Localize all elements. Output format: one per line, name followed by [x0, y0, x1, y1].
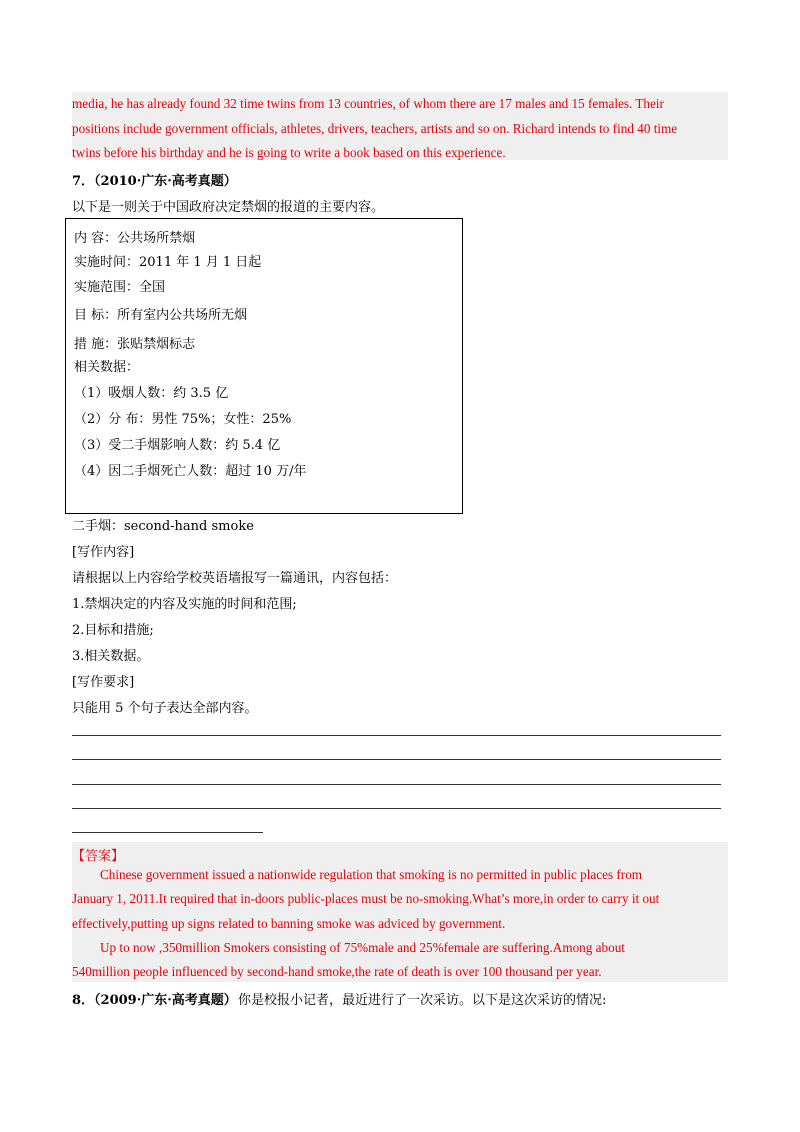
content-intro: 请根据以上内容给学校英语墙报写一篇通讯，内容包括：: [72, 571, 398, 586]
info-data-3: （3）受二手烟影响人数：约 5.4 亿: [74, 438, 281, 453]
content-item-2: 2.目标和措施;: [72, 623, 154, 638]
info-data-label: 相关数据：: [74, 360, 140, 375]
answer-line: January 1, 2011.It required that in-doors public-places must be no-smoking.What’s more,in order to carry it out: [72, 891, 660, 906]
glossary: 二手烟：second-hand smoke: [72, 519, 254, 534]
answer-line: positions include government officials, athletes, drivers, teachers, artists and so on. Richard intends to find 40 time: [72, 120, 678, 136]
question-8-heading: 8．（2009·广东·高考真题）: [72, 993, 237, 1008]
requirement-text: 只能用 5 个句子表达全部内容。: [72, 701, 258, 716]
writing-line: [72, 784, 721, 785]
writing-line: [72, 808, 721, 809]
answer-line: effectively,putting up signs related to banning smoke was adviced by government.: [72, 916, 506, 931]
content-item-3: 3.相关数据。: [72, 649, 150, 664]
info-time: 实施时间：2011 年 1 月 1 日起: [74, 255, 262, 270]
answer-line: twins before his birthday and he is going to write a book based on this experience.: [72, 145, 506, 160]
answer-line: Chinese government issued a nationwide regulation that smoking is no permitted in public places from: [100, 867, 643, 882]
info-data-1: （1）吸烟人数：约 3.5 亿: [74, 386, 229, 401]
question-7-intro: 以下是一则关于中国政府决定禁烟的报道的主要内容。: [72, 200, 385, 215]
answer-tag: 【答案】: [72, 849, 125, 864]
answer-line: Up to now ,350million Smokers consisting of 75%male and 25%female are suffering.Among about: [100, 940, 625, 955]
question-8-intro: 你是校报小记者，最近进行了一次采访。以下是这次采访的情况:: [238, 993, 607, 1008]
question-7-heading: 7．（2010·广东·高考真题）: [72, 174, 237, 189]
info-data-4: （4）因二手烟死亡人数：超过 10 万/年: [74, 464, 307, 479]
info-box: [65, 218, 463, 514]
info-content: 内 容：公共场所禁烟: [74, 231, 196, 246]
previous-answer-block: [72, 92, 728, 160]
answer-line: 540million people influenced by second-hand smoke,the rate of death is over 100 thousand per year.: [72, 964, 602, 979]
writing-line: [72, 759, 721, 760]
info-goal: 目 标：所有室内公共场所无烟: [74, 308, 248, 323]
writing-line: [72, 735, 721, 736]
info-scope: 实施范围：全国: [74, 280, 166, 295]
requirement-label: [写作要求]: [72, 675, 135, 690]
answer-block: [72, 842, 728, 982]
writing-line-short: [72, 832, 263, 833]
answer-line: media, he has already found 32 time twins from 13 countries, of whom there are 17 males and 15 females. Their: [72, 96, 664, 111]
content-label: [写作内容]: [72, 545, 135, 560]
info-data-2: （2）分 布：男性 75%；女性：25%: [74, 412, 292, 427]
info-measure: 措 施：张贴禁烟标志: [74, 337, 196, 352]
content-item-1: 1.禁烟决定的内容及实施的时间和范围;: [72, 597, 297, 612]
